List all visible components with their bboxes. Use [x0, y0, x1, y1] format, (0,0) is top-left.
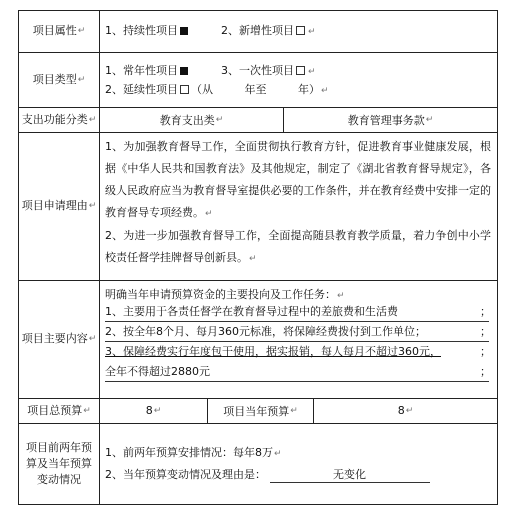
- project-type-options: 1、常年性项目 3、一次性项目 ↵ 2、延续性项目 （从 年至 年）↵: [105, 64, 329, 96]
- label-total-budget: 项目总预算 ↵: [27, 403, 91, 417]
- application-reason-text: 1、为加强教育督导工作，全面贯彻执行教育方针，促进教育事业健康发展，根据《中华人民共和国教育法》及其他规定，制定了《湖北省教育督导规定》，各级人民政府应当为教育督导室提供必要的工作条件，并在教育经费中安排一定的教育督导专项经费。↵ 2、为进一步加强教育督导工作，全面提高随县教育教学质量，着力争创中小学校责任督学挂牌督导创新县。↵: [105, 140, 491, 264]
- option-new: 2、新增性项目: [221, 24, 294, 37]
- content-line-1: 1、主要用于各责任督学在教育督导过程中的差旅费和生活费 ；: [105, 303, 489, 322]
- filled-checkbox-icon[interactable]: [180, 67, 188, 75]
- main-content-intro: 明确当年申请预算资金的主要投向及工作任务：↵: [105, 288, 345, 301]
- label-expenditure-class: 支出功能分类 ↵: [21, 112, 97, 126]
- empty-checkbox-icon[interactable]: [296, 26, 305, 35]
- label-main-content: 项目主要内容 ↵: [21, 332, 97, 345]
- expenditure-subclass-value: 教育管理事务款 ↵: [347, 113, 434, 127]
- option-extended: 2、延续性项目: [105, 83, 178, 96]
- label-project-type: 项目类型 ↵: [32, 72, 86, 86]
- previous-budget-line-2: 2、当年预算变动情况及理由是： 无变化: [105, 466, 430, 483]
- content-line-3: 3、保障经费实行年度包干使用，据实报销，每人每月不超过360元， ；: [105, 345, 491, 358]
- content-line-2: 2、按全年8个月、每月360元标准，将保障经费拨付到工作单位； ；: [105, 323, 489, 342]
- label-previous-budget: 项目前两年预算及当年预算变动情况: [26, 440, 92, 486]
- change-reason-field: 无变化: [270, 466, 430, 483]
- period-from-text: （从: [191, 83, 213, 96]
- empty-checkbox-icon[interactable]: [180, 85, 189, 94]
- filled-checkbox-icon[interactable]: [180, 27, 188, 35]
- budget-form-table: [18, 10, 498, 505]
- period-to-text: 年至: [244, 83, 267, 96]
- previous-budget-line-1: 1、前两年预算安排情况：每年8万↵: [105, 446, 282, 459]
- project-attribute-options: 1、持续性项目 2、新增性项目 ↵: [105, 24, 316, 37]
- option-annual: 1、常年性项目: [105, 64, 178, 77]
- label-application-reason: 项目申请理由 ↵: [21, 199, 97, 212]
- content-line-4: 全年不得超过2880元 ；: [105, 363, 489, 382]
- expenditure-class-value: 教育支出类 ↵: [159, 113, 224, 127]
- option-continuing: 1、持续性项目: [105, 24, 178, 37]
- option-one-time: 3、一次性项目: [221, 64, 294, 77]
- period-close-text: 年）: [298, 83, 320, 96]
- label-current-year-budget: 项目当年预算 ↵: [223, 404, 298, 418]
- main-content-lines: [105, 303, 489, 393]
- total-budget-value: 8 ↵: [145, 404, 162, 417]
- label-project-attribute: 项目属性 ↵: [32, 24, 86, 37]
- empty-checkbox-icon[interactable]: [296, 66, 305, 75]
- current-year-budget-value: 8 ↵: [397, 404, 414, 417]
